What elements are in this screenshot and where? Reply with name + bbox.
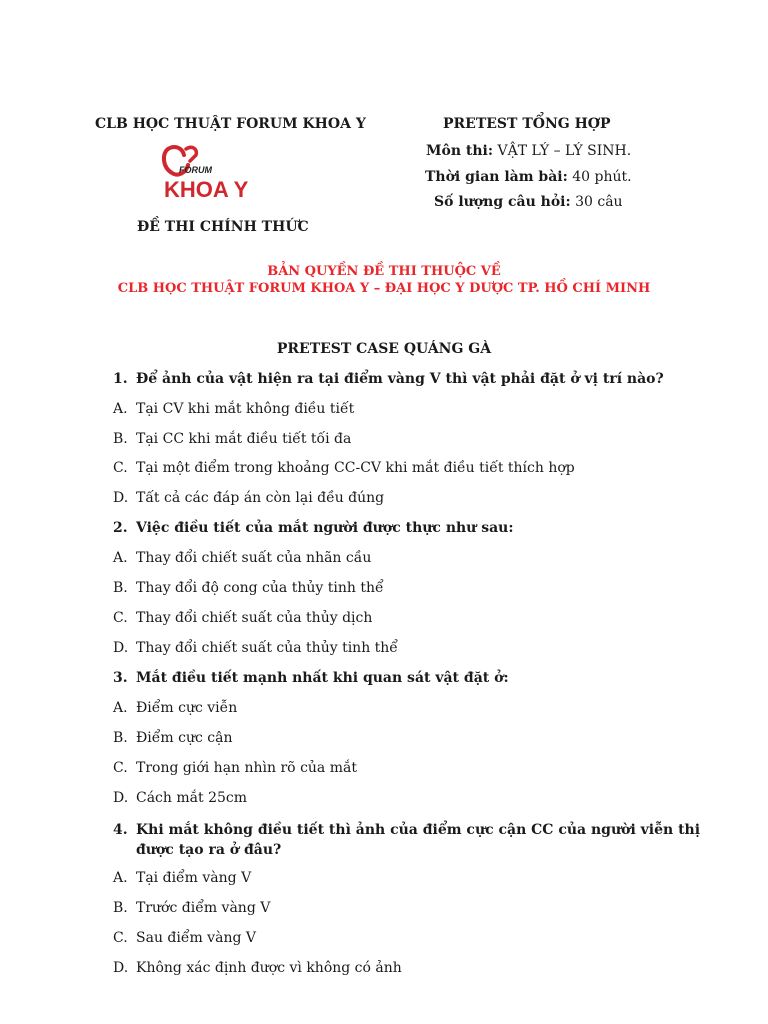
option-2d (113, 640, 398, 656)
official-exam-label: ĐỀ THI CHÍNH THỨC (137, 219, 309, 235)
option-1a (113, 401, 354, 417)
option-letter: B. (113, 580, 128, 596)
option-letter: D. (113, 640, 129, 656)
copyright-line-1: BẢN QUYỀN ĐỀ THI THUỘC VỀ (267, 264, 501, 279)
option-text: Thay đổi độ cong của thủy tinh thể (136, 580, 384, 596)
option-letter: A. (113, 401, 128, 417)
time-value: 40 phút. (572, 169, 632, 185)
option-letter: B. (113, 431, 128, 447)
question-number: 2. (113, 520, 128, 536)
option-2b (113, 580, 384, 596)
time-line (425, 169, 632, 185)
club-name: CLB HỌC THUẬT FORUM KHOA Y (95, 116, 366, 132)
question-number: 4. (113, 822, 128, 838)
option-letter: C. (113, 760, 128, 776)
option-text: Sau điểm vàng V (136, 930, 256, 946)
option-letter: A. (113, 700, 128, 716)
option-text: Tất cả các đáp án còn lại đều đúng (136, 490, 385, 506)
option-4c (113, 930, 256, 946)
question-text: Khi mắt không điều tiết thì ảnh của điểm cực cận CC của người viễn thị được tạo ra ở đâu? (136, 822, 701, 858)
option-letter: A. (113, 870, 128, 886)
question-text: Mắt điều tiết mạnh nhất khi quan sát vật đặt ở: (136, 670, 509, 686)
option-3b (113, 730, 232, 746)
option-text: Thay đổi chiết suất của nhãn cầu (136, 550, 372, 566)
option-1c (113, 460, 575, 476)
option-text: Không xác định được vì không có ảnh (136, 960, 402, 976)
option-text: Trong giới hạn nhìn rõ của mắt (136, 760, 357, 776)
option-letter: D. (113, 490, 129, 506)
option-2c (113, 610, 372, 626)
option-text: Thay đổi chiết suất của thủy tinh thể (136, 640, 398, 656)
question-number: 1. (113, 371, 128, 387)
option-4d (113, 960, 402, 976)
count-value: 30 câu (575, 194, 623, 210)
exam-title: PRETEST TỔNG HỢP (443, 116, 611, 132)
option-text: Điểm cực cận (136, 730, 233, 746)
subject-line (426, 143, 631, 159)
option-1d (113, 490, 384, 506)
logo-top-text: FORUM (179, 165, 212, 175)
subject-value: VẬT LÝ – LÝ SINH. (497, 143, 632, 159)
option-text: Tại điểm vàng V (136, 870, 252, 886)
question-text: Việc điều tiết của mắt người được thực như sau: (136, 520, 514, 536)
question-text: Để ảnh của vật hiện ra tại điểm vàng V thì vật phải đặt ở vị trí nào? (136, 371, 664, 387)
option-text: Tại một điểm trong khoảng CC-CV khi mắt điều tiết thích hợp (136, 460, 575, 476)
logo-main-text: KHOA Y (164, 177, 249, 201)
option-4a (113, 870, 251, 886)
question-2 (113, 520, 514, 536)
option-text: Điểm cực viễn (136, 700, 238, 716)
question-count-line (434, 194, 623, 210)
count-label: Số lượng câu hỏi: (434, 194, 571, 210)
option-1b (113, 431, 351, 447)
option-text: Cách mắt 25cm (136, 790, 247, 806)
option-letter: C. (113, 930, 128, 946)
question-number: 3. (113, 670, 128, 686)
option-letter: D. (113, 790, 129, 806)
option-2a (113, 550, 371, 566)
question-1 (113, 371, 664, 387)
option-text: Trước điểm vàng V (136, 900, 271, 916)
option-letter: C. (113, 460, 128, 476)
forum-khoa-y-logo (160, 143, 260, 201)
option-3c (113, 760, 357, 776)
option-letter: D. (113, 960, 129, 976)
question-4 (113, 820, 703, 860)
option-text: Thay đổi chiết suất của thủy dịch (136, 610, 373, 626)
option-letter: C. (113, 610, 128, 626)
option-3d (113, 790, 247, 806)
option-text: Tại CV khi mắt không điều tiết (136, 401, 355, 417)
time-label: Thời gian làm bài: (425, 169, 568, 185)
option-letter: A. (113, 550, 128, 566)
option-letter: B. (113, 730, 128, 746)
logo-stethoscope-icon (160, 143, 260, 201)
option-text: Tại CC khi mắt điều tiết tối đa (136, 431, 352, 447)
copyright-line-2: CLB HỌC THUẬT FORUM KHOA Y – ĐẠI HỌC Y DƯỢC TP. HỒ CHÍ MINH (117, 281, 651, 296)
subject-label: Môn thi: (426, 143, 494, 159)
question-3 (113, 670, 509, 686)
option-letter: B. (113, 900, 128, 916)
option-4b (113, 900, 270, 916)
option-3a (113, 700, 237, 716)
case-title: PRETEST CASE QUÁNG GÀ (276, 341, 492, 357)
